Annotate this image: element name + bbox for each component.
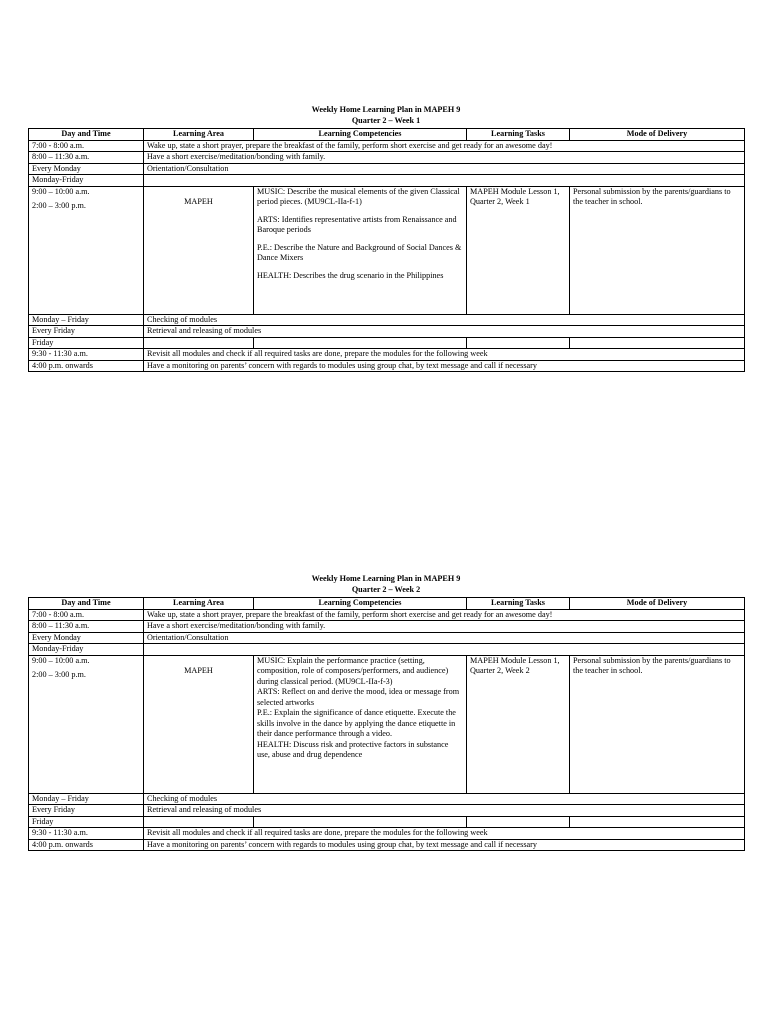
learning-area-cell: MAPEH (144, 186, 254, 314)
table-row (29, 314, 745, 326)
time-cell: Every Monday (29, 163, 144, 175)
delivery-cell: Personal submission by the parents/guardians to the teacher in school. (570, 186, 745, 314)
plan-title: Weekly Home Learning Plan in MAPEH 9 (311, 105, 461, 114)
plan-subtitle: Quarter 2 – Week 1 (351, 116, 421, 125)
col-header-competencies: Learning Competencies (254, 598, 467, 610)
empty-cell (144, 337, 254, 349)
col-header-day-time: Day and Time (29, 129, 144, 141)
table-row (29, 360, 745, 372)
table-row (29, 828, 745, 840)
learning-plan-table (28, 128, 745, 372)
plan-subtitle: Quarter 2 – Week 2 (351, 585, 421, 594)
time-cell: Monday-Friday (29, 175, 144, 187)
empty-cell (467, 816, 570, 828)
week-2-title-block (28, 573, 744, 595)
empty-cell (467, 337, 570, 349)
pe-competency: P.E.: Describe the Nature and Background of Social Dances & Dance Mixers (257, 242, 462, 262)
tasks-cell: MAPEH Module Lesson 1, Quarter 2, Week 1 (467, 186, 570, 314)
time-cell: Every Monday (29, 632, 144, 644)
plan-title: Weekly Home Learning Plan in MAPEH 9 (311, 574, 461, 583)
competencies-cell (254, 186, 467, 314)
activity-cell: Revisit all modules and check if all required tasks are done, prepare the modules for the following week (144, 828, 745, 840)
empty-cell (254, 816, 467, 828)
morning-time: 9:00 – 10:00 a.m. (32, 655, 90, 665)
time-cell: Friday (29, 816, 144, 828)
table-row (29, 326, 745, 338)
activity-cell: Wake up, state a short prayer, prepare the breakfast of the family, perform short exercise and get ready for an awesome day! (144, 609, 745, 621)
activity-cell: Orientation/Consultation (144, 632, 745, 644)
activity-cell: Have a short exercise/meditation/bonding with family. (144, 152, 745, 164)
music-competency: MUSIC: Describe the musical elements of the given Classical period pieces. (MU9CL-IIa-f-1) (257, 186, 460, 206)
main-lesson-row (29, 655, 745, 793)
time-cell: 4:00 p.m. onwards (29, 839, 144, 851)
table-row (29, 163, 745, 175)
activity-cell: Retrieval and releasing of modules (144, 326, 745, 338)
afternoon-time: 2:00 – 3:00 p.m. (32, 201, 86, 210)
col-header-learning-area: Learning Area (144, 129, 254, 141)
empty-cell (254, 337, 467, 349)
health-competency: HEALTH: Discuss risk and protective factors in substance use, abuse and drug dependence (257, 739, 449, 759)
table-row (29, 816, 745, 828)
empty-cell (144, 644, 745, 656)
time-cell: 4:00 p.m. onwards (29, 360, 144, 372)
time-cell: 9:30 - 11:30 a.m. (29, 828, 144, 840)
empty-cell (570, 337, 745, 349)
morning-time: 9:00 – 10:00 a.m. (32, 186, 90, 196)
col-header-tasks: Learning Tasks (467, 129, 570, 141)
activity-cell: Have a monitoring on parents’ concern with regards to modules using group chat, by text message and call if necessary (144, 360, 745, 372)
competencies-cell (254, 655, 467, 793)
main-lesson-row (29, 186, 745, 314)
empty-cell (144, 175, 745, 187)
table-row (29, 805, 745, 817)
time-cell (29, 186, 144, 314)
table-row (29, 793, 745, 805)
time-cell: 7:00 - 8:00 a.m. (29, 140, 144, 152)
col-header-competencies: Learning Competencies (254, 129, 467, 141)
time-cell: 7:00 - 8:00 a.m. (29, 609, 144, 621)
table-row (29, 140, 745, 152)
health-competency: HEALTH: Describes the drug scenario in the Philippines (257, 270, 444, 280)
arts-competency: ARTS: Identifies representative artists from Renaissance and Baroque periods (257, 214, 457, 234)
col-header-day-time: Day and Time (29, 598, 144, 610)
time-cell: Monday – Friday (29, 314, 144, 326)
learning-area-cell: MAPEH (144, 655, 254, 793)
header-row (29, 598, 745, 610)
week-1-plan (28, 104, 744, 372)
table-row (29, 175, 745, 187)
delivery-cell: Personal submission by the parents/guardians to the teacher in school. (570, 655, 745, 793)
activity-cell: Retrieval and releasing of modules (144, 805, 745, 817)
time-cell: 9:30 - 11:30 a.m. (29, 349, 144, 361)
activity-cell: Have a short exercise/meditation/bonding with family. (144, 621, 745, 633)
col-header-delivery: Mode of Delivery (570, 598, 745, 610)
col-header-delivery: Mode of Delivery (570, 129, 745, 141)
activity-cell: Revisit all modules and check if all required tasks are done, prepare the modules for the following week (144, 349, 745, 361)
table-row (29, 839, 745, 851)
week-2-plan (28, 573, 744, 851)
afternoon-time: 2:00 – 3:00 p.m. (32, 670, 86, 679)
time-cell: Monday-Friday (29, 644, 144, 656)
arts-competency: ARTS: Reflect on and derive the mood, idea or message from selected artworks (257, 687, 460, 707)
table-row (29, 337, 745, 349)
time-cell: Friday (29, 337, 144, 349)
col-header-tasks: Learning Tasks (467, 598, 570, 610)
activity-cell: Wake up, state a short prayer, prepare the breakfast of the family, perform short exercise and get ready for an awesome day! (144, 140, 745, 152)
activity-cell: Checking of modules (144, 793, 745, 805)
empty-cell (570, 816, 745, 828)
time-cell: Every Friday (29, 326, 144, 338)
time-cell: 8:00 – 11:30 a.m. (29, 152, 144, 164)
table-row (29, 644, 745, 656)
table-row (29, 621, 745, 633)
week-1-title-block (28, 104, 744, 126)
pe-competency: P.E.: Explain the significance of dance etiquette. Execute the skills involve in the dance by applying the dance etiquette in their dance performance through a video. (257, 708, 456, 738)
table-row (29, 152, 745, 164)
table-row (29, 609, 745, 621)
music-competency: MUSIC: Explain the performance practice (setting, composition, role of composers/performers, and audience) during classical period. (MU9CL-IIa-f-3) (257, 655, 449, 686)
table-row (29, 349, 745, 361)
empty-cell (144, 816, 254, 828)
activity-cell: Checking of modules (144, 314, 745, 326)
col-header-learning-area: Learning Area (144, 598, 254, 610)
activity-cell: Orientation/Consultation (144, 163, 745, 175)
learning-plan-table (28, 597, 745, 851)
table-row (29, 632, 745, 644)
time-cell: Monday – Friday (29, 793, 144, 805)
time-cell (29, 655, 144, 793)
time-cell: Every Friday (29, 805, 144, 817)
tasks-cell: MAPEH Module Lesson 1, Quarter 2, Week 2 (467, 655, 570, 793)
header-row (29, 129, 745, 141)
activity-cell: Have a monitoring on parents’ concern with regards to modules using group chat, by text message and call if necessary (144, 839, 745, 851)
time-cell: 8:00 – 11:30 a.m. (29, 621, 144, 633)
